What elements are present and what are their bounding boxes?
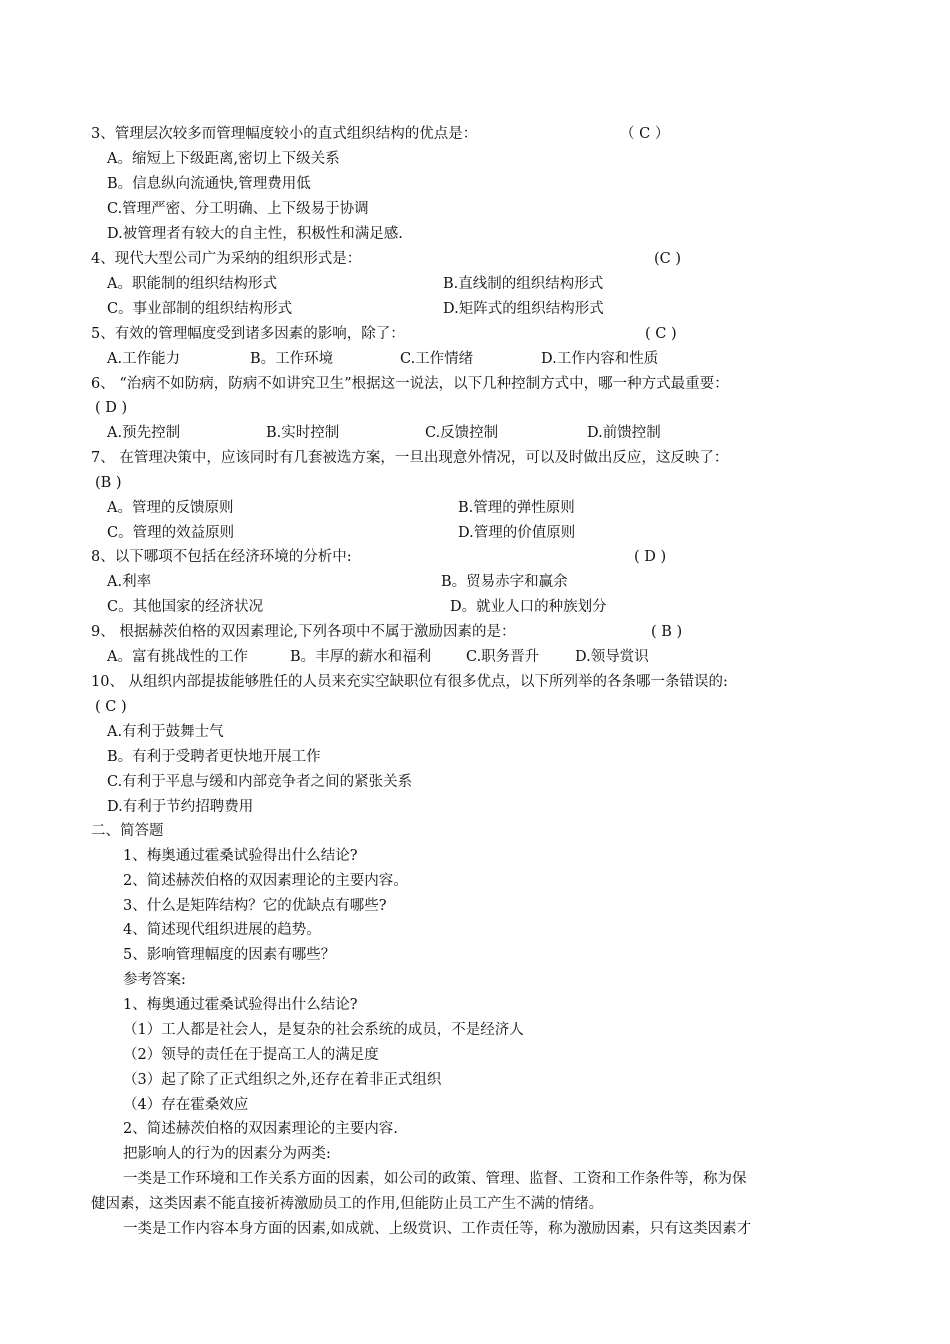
option-d: D。就业人口的种族划分 <box>450 599 607 615</box>
option-c: C.有利于平息与缓和内部竞争者之间的紧张关系 <box>107 774 413 790</box>
answer-intro: 把影响人的行为的因素分为两类: <box>123 1146 331 1162</box>
answer-point: （3）起了除了正式组织之外,还存在着非正式组织 <box>123 1072 442 1088</box>
question-stem: 4、现代大型公司广为采纳的组织形式是： <box>91 251 362 267</box>
answer-key: ( B ) <box>651 624 683 640</box>
option-c: C.职务晋升 <box>466 649 540 665</box>
option-b: B。丰厚的薪水和福利 <box>290 649 432 665</box>
question-stem: 10、 从组织内部提拔能够胜任的人员来充实空缺职位有很多优点，以下所列举的各条哪一条错误的: <box>91 674 728 690</box>
option-b: B。工作环境 <box>250 351 334 367</box>
answer-paragraph-line: 一类是工作内容本身方面的因素,如成就、上级赏识、工作责任等，称为激励因素，只有这类因素才 <box>123 1221 752 1237</box>
option-c: C。其他国家的经济状况 <box>107 599 264 615</box>
option-d: D.有利于节约招聘费用 <box>107 799 254 815</box>
answer-key: ( C ) <box>95 699 127 715</box>
option-b: B.实时控制 <box>266 425 340 441</box>
option-a: A.预先控制 <box>107 425 181 441</box>
question-stem: 9、 根据赫茨伯格的双因素理论,下列各项中不属于激励因素的是： <box>91 624 516 640</box>
option-d: D.被管理者有较大的自主性，积极性和满足感. <box>107 226 403 242</box>
option-c: C.反馈控制 <box>425 425 499 441</box>
short-question: 2、简述赫茨伯格的双因素理论的主要内容。 <box>123 873 408 889</box>
short-question: 1、梅奥通过霍桑试验得出什么结论? <box>123 848 358 864</box>
question-stem: 5、有效的管理幅度受到诸多因素的影响，除了： <box>91 326 405 342</box>
question-stem: 3、管理层次较多而管理幅度较小的直式组织结构的优点是： <box>91 126 478 142</box>
option-b: B.管理的弹性原则 <box>458 500 575 516</box>
answer-title: 1、梅奥通过霍桑试验得出什么结论? <box>123 997 358 1013</box>
question-stem: 8、以下哪项不包括在经济环境的分析中: <box>91 549 352 565</box>
reference-answer-label: 参考答案: <box>123 972 186 988</box>
answer-key: (C ) <box>654 251 682 267</box>
answer-point: （4）存在霍桑效应 <box>123 1097 249 1113</box>
option-a: A。职能制的组织结构形式 <box>107 276 277 292</box>
answer-paragraph-line: 健因素，这类因素不能直接祈祷激励员工的作用,但能防止员工产生不满的情绪。 <box>91 1196 604 1212</box>
answer-key: (B ) <box>95 475 122 491</box>
option-b: B。有利于受聘者更快地开展工作 <box>107 749 321 765</box>
answer-title: 2、简述赫茨伯格的双因素理论的主要内容. <box>123 1121 398 1137</box>
option-b: B。信息纵向流通快,管理费用低 <box>107 176 311 192</box>
option-c: C。管理的效益原则 <box>107 525 235 541</box>
option-a: A。富有挑战性的工作 <box>107 649 248 665</box>
option-a: A.利率 <box>107 574 152 590</box>
option-d: D.管理的价值原则 <box>458 525 576 541</box>
option-a: A.工作能力 <box>107 351 181 367</box>
question-stem: 6、 “治病不如防病，防病不如讲究卫生”根据这一说法，以下几种控制方式中，哪一种方式最重要： <box>91 376 729 392</box>
option-a: A。缩短上下级距离,密切上下级关系 <box>107 151 340 167</box>
option-a: A。管理的反馈原则 <box>107 500 234 516</box>
answer-key: ( D ) <box>634 549 667 565</box>
option-d: D.矩阵式的组织结构形式 <box>443 301 604 317</box>
option-d: D.领导赏识 <box>575 649 649 665</box>
option-d: D.前馈控制 <box>587 425 661 441</box>
option-c: C。事业部制的组织结构形式 <box>107 301 293 317</box>
section-heading: 二、简答题 <box>91 823 164 839</box>
answer-point: （1）工人都是社会人，是复杂的社会系统的成员，不是经济人 <box>123 1022 524 1038</box>
option-c: C.管理严密、分工明确、上下级易于协调 <box>107 201 369 217</box>
short-question: 5、影响管理幅度的因素有哪些？ <box>123 947 336 963</box>
answer-paragraph-line: 一类是工作环境和工作关系方面的因素，如公司的政策、管理、监督、工资和工作条件等，称为保 <box>123 1171 747 1187</box>
answer-point: （2）领导的责任在于提高工人的满足度 <box>123 1047 379 1063</box>
answer-key: ( C ) <box>645 326 677 342</box>
answer-key: （ C ） <box>620 126 670 142</box>
short-question: 3、什么是矩阵结构？它的优缺点有哪些? <box>123 898 387 914</box>
option-c: C.工作情绪 <box>400 351 474 367</box>
answer-key: ( D ) <box>95 400 128 416</box>
question-stem: 7、 在管理决策中，应该同时有几套被选方案，一旦出现意外情况，可以及时做出反应，这反映了： <box>91 450 729 466</box>
short-question: 4、简述现代组织进展的趋势。 <box>123 922 321 938</box>
option-a: A.有利于鼓舞士气 <box>107 724 224 740</box>
option-b: B.直线制的组织结构形式 <box>443 276 604 292</box>
option-b: B。贸易赤字和赢余 <box>441 574 568 590</box>
option-d: D.工作内容和性质 <box>541 351 659 367</box>
